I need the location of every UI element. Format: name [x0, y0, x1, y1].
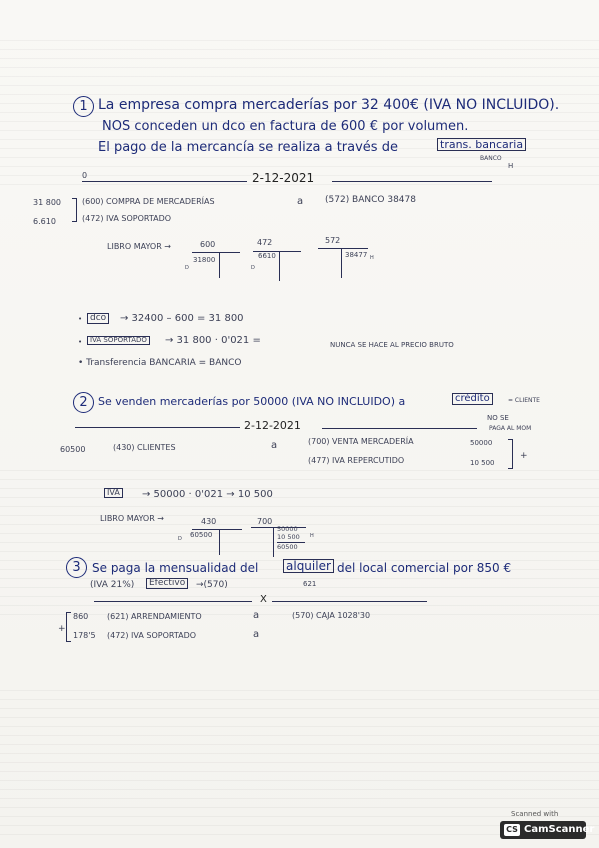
ex3-r2-account: (472) IVA SOPORTADO	[107, 631, 197, 640]
t-account-side-d: D	[178, 536, 182, 542]
ex1-debit2-account: (472) IVA SOPORTADO	[82, 214, 172, 223]
ex3-r2-amount: 178'5	[73, 631, 96, 640]
t-account-total: 60500	[277, 543, 298, 551]
t-account-title: 572	[325, 236, 341, 245]
exercise-1-number: 1	[73, 96, 94, 117]
ex1-date: 2-12-2021	[252, 171, 315, 185]
ex3-r1-account: (621) ARRENDAMIENTO	[107, 612, 202, 621]
ex1-connector-a: a	[297, 196, 304, 207]
ex1-statement-line2: NOS conceden un dco en factura de 600 € por volumen.	[102, 119, 469, 134]
ex1-debit1-amount: 31 800	[33, 198, 61, 207]
ex2-credit2-amount: 10 500	[470, 459, 495, 467]
camscanner-name: CamScanner	[524, 824, 595, 835]
ex2-credit2-account: (477) IVA REPERCUTIDO	[308, 456, 405, 465]
t-account-bar	[318, 248, 368, 249]
t-account-value-2: 10 500	[277, 533, 300, 541]
bleed-through-middle	[0, 470, 599, 620]
ex1-boxed-trans-bancaria: trans. bancaria	[437, 138, 526, 151]
exercise-3-number: 3	[66, 557, 87, 578]
ex3-row-rule-right	[272, 601, 427, 602]
t-account-value: 6610	[258, 252, 276, 260]
ex2-note-line2: PAGA AL MOM	[489, 425, 532, 432]
t-account-title: 700	[257, 517, 273, 526]
ex1-calc3-text: Transferencia BANCARIA = BANCO	[86, 358, 242, 368]
ex2-libro-mayor-label: LIBRO MAYOR →	[100, 514, 165, 523]
ex1-note-h: H	[508, 162, 514, 170]
ex3-boxed-alquiler: alquiler	[283, 559, 334, 573]
ex1-credit-banco: (572) BANCO 38478	[325, 195, 416, 205]
t-account-stem	[279, 251, 280, 281]
ex3-entry-x: X	[260, 594, 267, 605]
ex2-date-rule-right	[322, 428, 477, 429]
t-account-bar	[192, 529, 242, 530]
ex1-calc2-note: NUNCA SE HACE AL PRECIO BRUTO	[330, 341, 454, 349]
ex1-debit-brace	[72, 198, 77, 222]
ex1-debit1-account: (600) COMPRA DE MERCADERÍAS	[82, 197, 215, 206]
t-account-title: 600	[200, 240, 216, 249]
ex3-statement-line1-suffix: del local comercial por 850 €	[337, 561, 512, 575]
ex2-date: 2-12-2021	[244, 419, 301, 432]
t-account-side-h: H	[310, 533, 314, 539]
ex2-debit-account: (430) CLIENTES	[113, 443, 176, 452]
t-account-stem	[219, 252, 220, 278]
ex1-calc1-box: dco	[87, 313, 109, 324]
ex2-note-line1: NO SE	[487, 414, 509, 422]
ex2-boxed-credito: crédito	[452, 393, 493, 405]
ex3-statement-line2-suffix: →(570)	[196, 580, 228, 590]
ex3-note-621: 621	[303, 580, 317, 588]
ex3-r2-connector-a: a	[253, 629, 260, 640]
ex2-cliente: = CLIENTE	[508, 397, 540, 404]
t-account-side-d: D	[251, 265, 255, 271]
ex1-bullet: •	[78, 315, 83, 323]
t-account-title: 472	[257, 238, 273, 247]
ex2-iva-calc: → 50000 · 0'021 → 10 500	[142, 489, 273, 500]
ex1-statement-line3: El pago de la mercancía se realiza a través de	[98, 140, 398, 155]
camscanner-logo	[500, 821, 595, 839]
t-account-title: 430	[201, 517, 217, 526]
ex3-r1-amount: 860	[73, 612, 89, 621]
scanned-with-label: Scanned with	[511, 810, 559, 818]
ex1-calc2-box: IVA SOPORTADO	[87, 336, 150, 345]
exercise-2-number: 2	[73, 392, 94, 413]
ex3-row-rule-left	[94, 601, 252, 602]
ex3-credit-caja: (570) CAJA 1028'30	[292, 611, 371, 620]
ex2-brace-plus: +	[520, 451, 528, 461]
t-account-value: 31800	[193, 256, 216, 264]
ex2-credit-brace	[508, 439, 513, 469]
t-account-side-h: H	[370, 255, 374, 261]
t-account-side-d: D	[185, 265, 189, 271]
ex1-date-rule-right	[332, 181, 492, 182]
t-account-stem	[219, 529, 220, 555]
cs-icon: CS	[504, 824, 520, 836]
ex1-debit2-amount: 6.610	[33, 217, 56, 226]
t-account-stem	[273, 527, 274, 557]
ex2-credit1-amount: 50000	[470, 439, 493, 447]
ex1-calc2: → 31 800 · 0'021 =	[165, 335, 261, 346]
ex2-credit1-account: (700) VENTA MERCADERÍA	[308, 437, 414, 446]
ex1-date-rule-left	[82, 181, 247, 182]
ex3-boxed-efectivo: Efectivo	[146, 578, 188, 589]
ex2-debit-amount: 60500	[60, 445, 86, 454]
t-account-bar	[192, 252, 240, 253]
ex2-statement: Se venden mercaderías por 50000 (IVA NO INCLUIDO) a	[98, 395, 406, 408]
ex2-connector-a: a	[271, 440, 278, 451]
ex3-statement-line2: (IVA 21%)	[90, 580, 135, 590]
camscanner-badge	[497, 810, 595, 840]
ex2-iva-box: IVA	[104, 488, 123, 498]
t-account-stem	[341, 248, 342, 278]
ex1-calc3: • Transferencia BANCARIA = BANCO	[78, 358, 242, 368]
ex1-bullet: •	[78, 338, 83, 346]
ex3-plus: +	[58, 624, 66, 634]
ex1-statement-line1: La empresa compra mercaderías por 32 400€ (IVA NO INCLUIDO).	[98, 97, 560, 113]
ex3-debit-brace	[66, 612, 71, 642]
ex3-connector-a: a	[253, 610, 260, 621]
ex1-note-banco: BANCO	[480, 155, 502, 162]
ex3-statement-line1: Se paga la mensualidad del	[92, 561, 259, 575]
ex1-entry-number: 0	[82, 171, 88, 180]
t-account-value: 38477	[345, 251, 368, 259]
t-account-value-1: 50000	[277, 525, 298, 533]
ex1-libro-mayor-label: LIBRO MAYOR →	[107, 242, 172, 251]
ex1-calc1: → 32400 – 600 = 31 800	[120, 313, 244, 324]
t-account-value: 60500	[190, 531, 213, 539]
ex2-date-rule-left	[75, 427, 240, 428]
